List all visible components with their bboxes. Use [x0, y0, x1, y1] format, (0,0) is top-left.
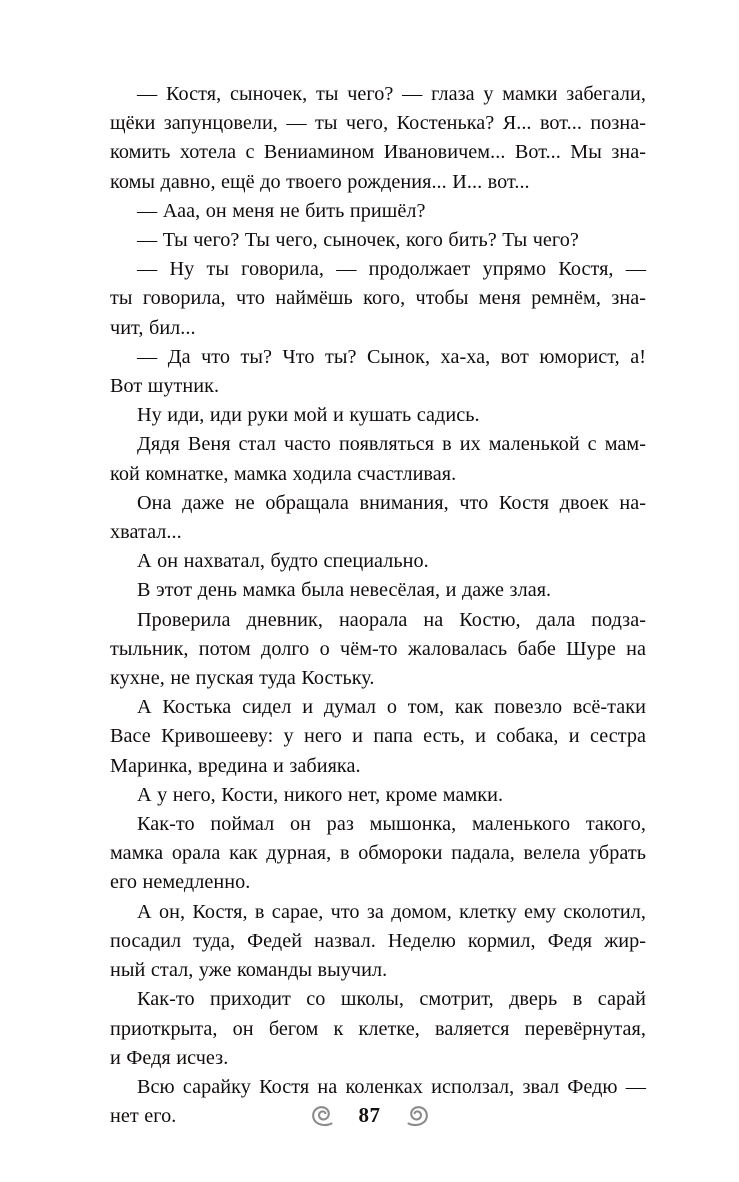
text-line: щёки запунцовели, — ты чего, Костенька? Я... вот... позна- — [110, 112, 646, 135]
text-line: кухне, не пуская туда Костьку. — [110, 667, 375, 690]
text-line: — Ну ты говорила, — продолжает упрямо Костя, — — [137, 258, 646, 281]
text-line: хватал... — [110, 521, 182, 544]
text-line: нет его. — [110, 1105, 177, 1128]
paragraph — [110, 401, 646, 430]
text-line: — Да что ты? Что ты? Сынок, ха-ха, вот юморист, а! — [137, 345, 646, 368]
text-line: Вот шутник. — [110, 375, 220, 398]
text-line: чит, бил... — [110, 316, 196, 339]
text-line: ный стал, уже команды выучил. — [110, 959, 388, 982]
text-line: Всю сарайку Костя на коленках исползал, звал Федю — — [137, 1075, 646, 1098]
paragraph — [110, 547, 646, 576]
text-line: кой комнатке, мамка ходила счастливая. — [110, 462, 457, 485]
paragraph — [110, 985, 646, 1073]
text-line: посадил туда, Федей назвал. Неделю кормил, Федя жир- — [110, 929, 646, 952]
spiral-ornament-right — [403, 1104, 429, 1128]
text-line: его немедленно. — [110, 871, 251, 894]
page-footer — [0, 1103, 739, 1128]
text-line: приоткрыта, он бегом к клетке, валяется перевёрнутая, — [110, 1017, 646, 1040]
text-line: — Ааа, он меня не бить пришёл? — [137, 199, 426, 222]
paragraph — [110, 898, 646, 986]
text-line: Она даже не обращала внимания, что Костя двоек на- — [137, 491, 646, 514]
text-line: комы давно, ещё до твоего рождения... И... вот... — [110, 170, 530, 193]
paragraph — [110, 226, 646, 255]
paragraph — [110, 781, 646, 810]
text-line: тыльник, потом долго о чём-то жаловалась бабе Шуре на — [110, 637, 646, 660]
text-line: Васе Кривошееву: у него и папа есть, и собака, и сестра — [110, 725, 646, 748]
paragraph — [110, 489, 646, 547]
text-line: А Костька сидел и думал о том, как повезло всё-таки — [137, 696, 646, 719]
paragraph — [110, 80, 646, 197]
page-number: 87 — [358, 1103, 381, 1127]
text-line: ты говорила, что наймёшь кого, чтобы меня ремнём, зна- — [110, 287, 646, 310]
paragraph — [110, 693, 646, 781]
text-line: Дядя Веня стал часто появляться в их маленькой с мам- — [137, 433, 646, 456]
text-line: — Костя, сыночек, ты чего? — глаза у мамки забегали, — [137, 83, 646, 105]
text-line: А у него, Кости, никого нет, кроме мамки. — [137, 783, 504, 806]
paragraph — [110, 343, 646, 401]
body-text-column — [110, 80, 646, 1131]
paragraph — [110, 255, 646, 343]
text-line: В этот день мамка была невесёлая, и даже злая. — [137, 579, 552, 602]
text-line: комить хотела с Вениамином Ивановичем... Вот... Мы зна- — [110, 141, 646, 164]
text-line: и Федя исчез. — [110, 1046, 229, 1069]
paragraph — [110, 430, 646, 488]
paragraph — [110, 197, 646, 226]
text-line: А он, Костя, в сарае, что за домом, клетку ему сколотил, — [137, 900, 646, 923]
text-line: Ну иди, иди руки мой и кушать садись. — [137, 404, 480, 427]
paragraph — [110, 576, 646, 605]
text-line: Как-то поймал он раз мышонка, маленького такого, — [137, 813, 646, 836]
spiral-ornament-left — [311, 1104, 337, 1128]
text-line: А он нахватал, будто специально. — [137, 550, 429, 573]
text-line: мамка орала как дурная, в обмороки падала, велела убрать — [110, 842, 646, 865]
text-line: Маринка, вредина и забияка. — [110, 754, 361, 777]
paragraph — [110, 810, 646, 898]
text-line: — Ты чего? Ты чего, сыночек, кого бить? Ты чего? — [137, 229, 579, 252]
text-line: Проверила дневник, наорала на Костю, дала подза- — [137, 608, 646, 631]
paragraph — [110, 606, 646, 694]
text-line: Как-то приходит со школы, смотрит, дверь в сарай — [137, 988, 646, 1011]
